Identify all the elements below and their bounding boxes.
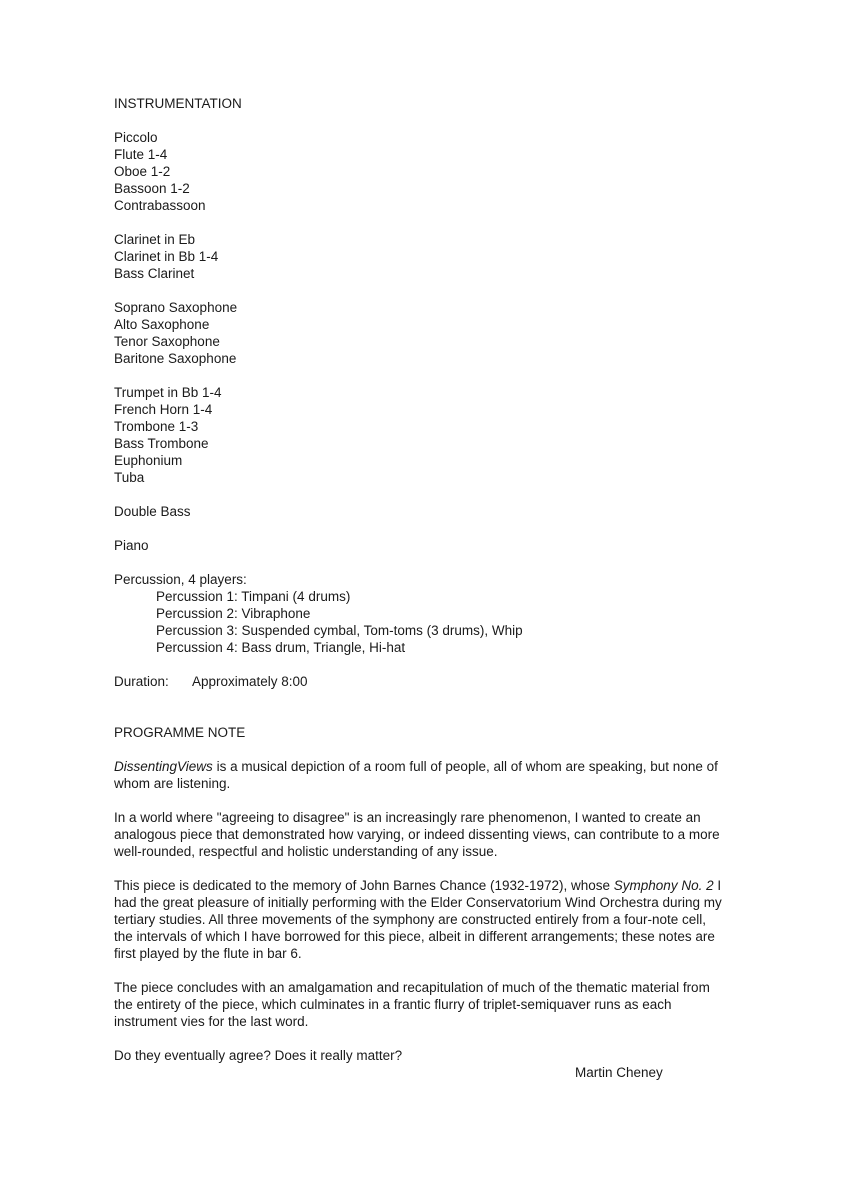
instrument-line: French Horn 1-4	[114, 402, 213, 417]
programme-paragraph-5: Do they eventually agree? Does it really matter?	[114, 1048, 403, 1063]
instrument-line: Flute 1-4	[114, 147, 168, 162]
programme-paragraph-3: This piece is dedicated to the memory of John Barnes Chance (1932-1972), whose Symphony No. 2 I had the great pleasure of initially performing with the Elder Conservatorium Wind Orchestra during my tertiary studies. All three movements of the symphony are constructed entirely from a four-note cell, the intervals of which I have borrowed for this piece, albeit in different arrangements; these notes are first played by the flute in bar 6.	[114, 878, 722, 961]
instrument-line: Piano	[114, 538, 149, 553]
instrument-line: Soprano Saxophone	[114, 300, 238, 315]
percussion-line: Percussion 1: Timpani (4 drums)	[156, 589, 351, 604]
instrumentation-heading: INSTRUMENTATION	[114, 96, 242, 111]
instrument-group-clarinets	[114, 231, 726, 282]
instrument-line: Euphonium	[114, 453, 183, 468]
instrument-group-saxophones	[114, 299, 726, 367]
programme-paragraph-4: The piece concludes with an amalgamation and recapitulation of much of the thematic material from the entirety of the piece, which culminates in a frantic flurry of triplet-semiquaver runs as each instrument vies for the last word.	[114, 980, 710, 1029]
instrument-line: Bass Clarinet	[114, 266, 195, 281]
instrument-line: Tuba	[114, 470, 145, 485]
duration-line	[114, 673, 726, 690]
duration-value: Approximately 8:00	[192, 674, 308, 689]
programme-paragraph-2: In a world where "agreeing to disagree" is an increasingly rare phenomenon, I wanted to create an analogous piece that demonstrated how varying, or indeed dissenting views, can contribute to a more well-rounded, respectful and holistic understanding of any issue.	[114, 810, 720, 859]
instrument-line: Bass Trombone	[114, 436, 209, 451]
symphony-title: Symphony No. 2	[613, 878, 714, 893]
instrument-group-strings	[114, 503, 726, 520]
instrument-line: Bassoon 1-2	[114, 181, 190, 196]
instrument-line: Clarinet in Bb 1-4	[114, 249, 219, 264]
percussion-line: Percussion 4: Bass drum, Triangle, Hi-hat	[156, 640, 406, 655]
instrument-line: Contrabassoon	[114, 198, 206, 213]
instrument-line: Clarinet in Eb	[114, 232, 196, 247]
document-page	[114, 95, 726, 1081]
piece-title: DissentingViews	[114, 759, 213, 774]
programme-paragraph-1: DissentingViews is a musical depiction of a room full of people, all of whom are speaking, but none of whom are listening.	[114, 759, 718, 791]
instrument-line: Piccolo	[114, 130, 158, 145]
instrument-line: Oboe 1-2	[114, 164, 171, 179]
percussion-line: Percussion 3: Suspended cymbal, Tom-toms (3 drums), Whip	[156, 623, 523, 638]
instrument-group-keyboard	[114, 537, 726, 554]
percussion-line: Percussion 2: Vibraphone	[156, 606, 311, 621]
signature: Martin Cheney	[575, 1065, 663, 1080]
instrument-group-brass	[114, 384, 726, 486]
instrument-line: Tenor Saxophone	[114, 334, 220, 349]
percussion-section	[114, 571, 726, 656]
programme-note-heading: PROGRAMME NOTE	[114, 725, 246, 740]
instrument-line: Alto Saxophone	[114, 317, 210, 332]
instrument-group-woodwinds	[114, 129, 726, 214]
instrument-line: Trombone 1-3	[114, 419, 199, 434]
percussion-header: Percussion, 4 players:	[114, 572, 247, 587]
instrument-line: Double Bass	[114, 504, 191, 519]
instrument-line: Trumpet in Bb 1-4	[114, 385, 222, 400]
instrument-line: Baritone Saxophone	[114, 351, 237, 366]
duration-label: Duration:	[114, 674, 169, 689]
